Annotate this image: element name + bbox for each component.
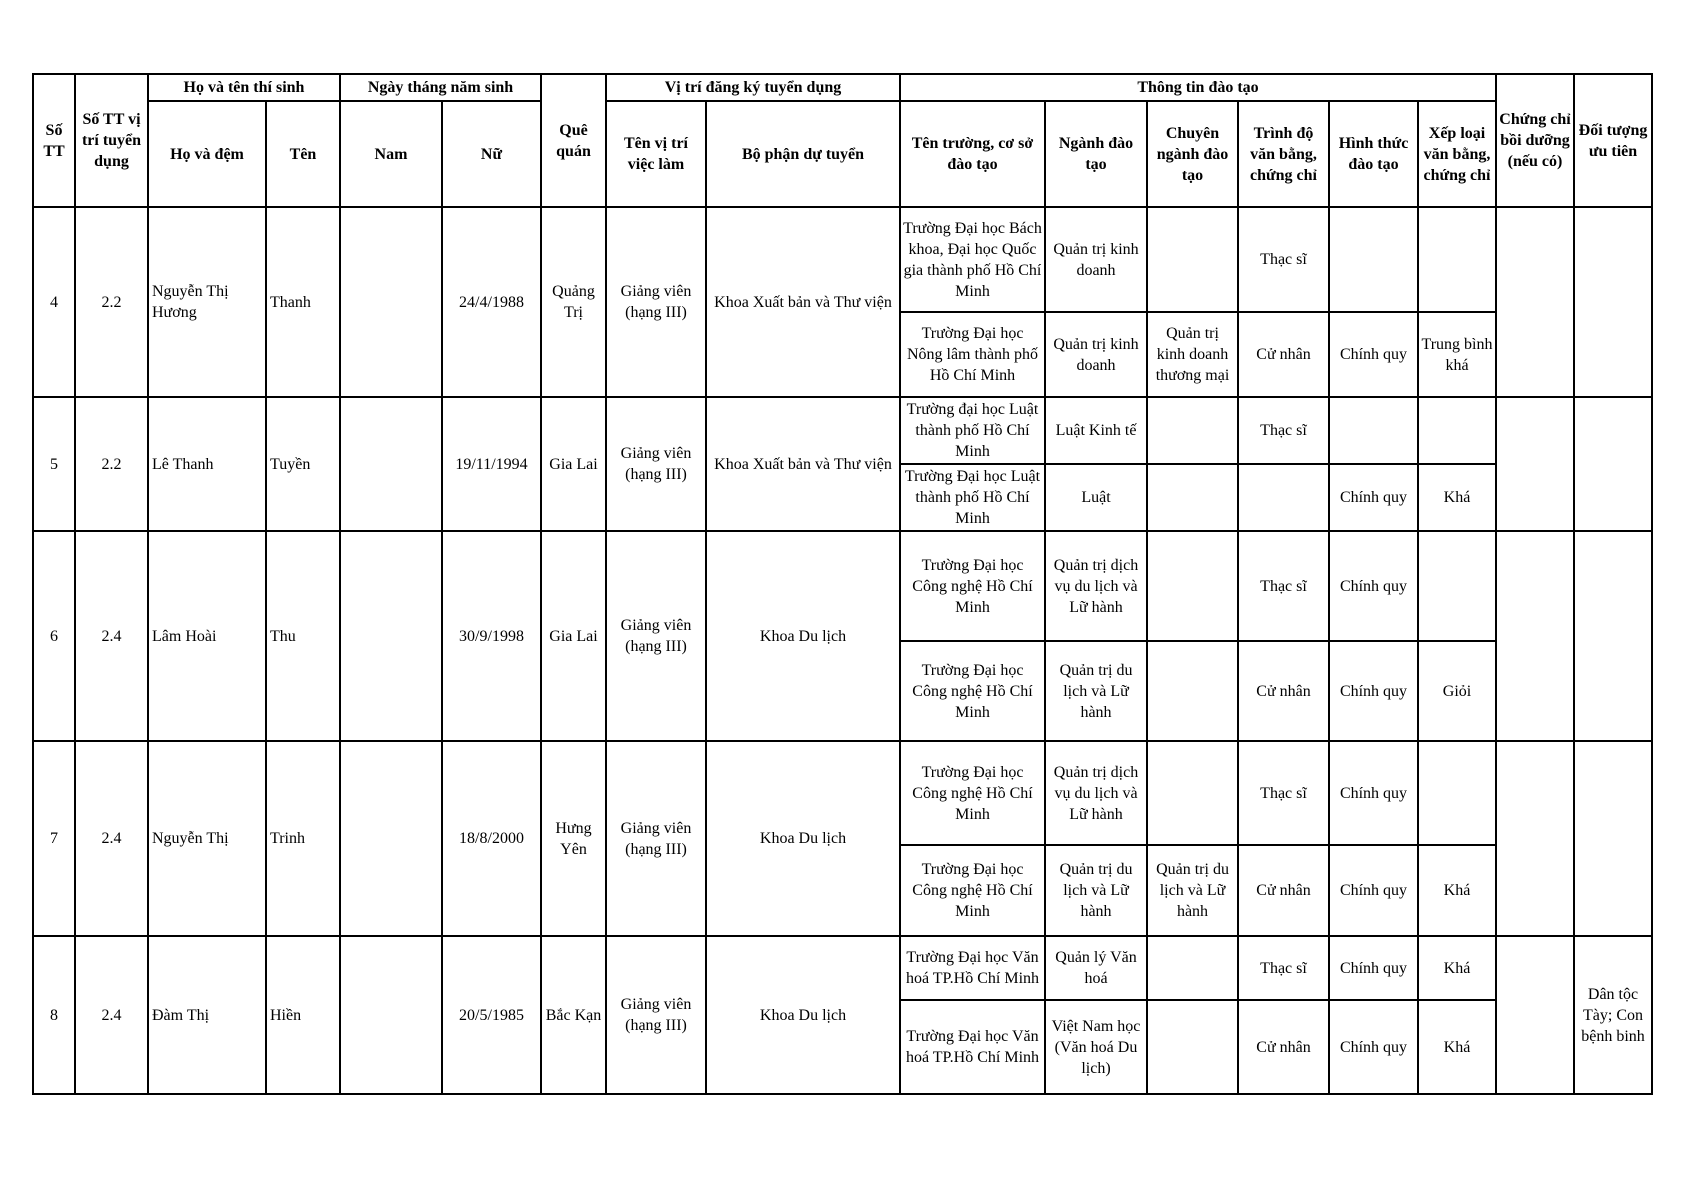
cell-bophan: Khoa Xuất bản và Thư viện xyxy=(706,397,900,531)
cell-nu: 18/8/2000 xyxy=(442,741,541,936)
cell-nganh: Quản lý Văn hoá xyxy=(1045,936,1147,1000)
cell-quequan: Bắc Kạn xyxy=(541,936,606,1094)
cell-stt: 7 xyxy=(33,741,75,936)
cell-tenvitri: Giảng viên (hạng III) xyxy=(606,741,706,936)
cell-doituong: Dân tộc Tày; Con bệnh binh xyxy=(1574,936,1652,1094)
cell-hinhthuc: Chính quy xyxy=(1329,531,1418,641)
header-nganh: Ngành đào tạo xyxy=(1045,101,1147,207)
header-stt: Số TT xyxy=(33,74,75,207)
cell-chuyennganh xyxy=(1147,464,1238,531)
table-row xyxy=(33,531,1652,641)
header-trinhdo: Trình độ văn bằng, chứng chỉ xyxy=(1238,101,1329,207)
cell-trinhdo: Thạc sĩ xyxy=(1238,207,1329,312)
header-bophan: Bộ phận dự tuyển xyxy=(706,101,900,207)
cell-nganh: Quản trị kinh doanh xyxy=(1045,312,1147,397)
cell-truong: Trường Đại học Văn hoá TP.Hồ Chí Minh xyxy=(900,1000,1045,1094)
header-hoten-group: Họ và tên thí sinh xyxy=(148,74,340,101)
cell-truong: Trường đại học Luật thành phố Hồ Chí Minh xyxy=(900,397,1045,464)
candidate-table xyxy=(32,73,1653,1095)
cell-doituong xyxy=(1574,741,1652,936)
header-chuyennganh: Chuyên ngành đào tạo xyxy=(1147,101,1238,207)
cell-tenvitri: Giảng viên (hạng III) xyxy=(606,936,706,1094)
cell-doituong xyxy=(1574,397,1652,531)
cell-xeploai xyxy=(1418,531,1496,641)
cell-trinhdo: Thạc sĩ xyxy=(1238,397,1329,464)
cell-xeploai xyxy=(1418,741,1496,845)
cell-hodem: Đàm Thị xyxy=(148,936,266,1094)
cell-chuyennganh: Quản trị kinh doanh thương mại xyxy=(1147,312,1238,397)
cell-truong: Trường Đại học Nông lâm thành phố Hồ Chí Minh xyxy=(900,312,1045,397)
cell-nganh: Quản trị kinh doanh xyxy=(1045,207,1147,312)
cell-hinhthuc: Chính quy xyxy=(1329,464,1418,531)
cell-nam xyxy=(340,207,442,397)
cell-chungchi xyxy=(1496,397,1574,531)
cell-chungchi xyxy=(1496,741,1574,936)
cell-chuyennganh: Quản trị du lịch và Lữ hành xyxy=(1147,845,1238,936)
cell-tenvitri: Giảng viên (hạng III) xyxy=(606,397,706,531)
cell-vitri: 2.2 xyxy=(75,397,148,531)
cell-vitri: 2.2 xyxy=(75,207,148,397)
cell-nam xyxy=(340,531,442,741)
cell-truong: Trường Đại học Bách khoa, Đại học Quốc gia thành phố Hồ Chí Minh xyxy=(900,207,1045,312)
cell-quequan: Quảng Trị xyxy=(541,207,606,397)
cell-stt: 5 xyxy=(33,397,75,531)
header-hodem: Họ và đệm xyxy=(148,101,266,207)
cell-stt: 4 xyxy=(33,207,75,397)
header-xeploai: Xếp loại văn bằng, chứng chỉ xyxy=(1418,101,1496,207)
cell-ten: Tuyền xyxy=(266,397,340,531)
cell-tenvitri: Giảng viên (hạng III) xyxy=(606,207,706,397)
cell-hodem: Nguyễn Thị xyxy=(148,741,266,936)
cell-truong: Trường Đại học Công nghệ Hồ Chí Minh xyxy=(900,741,1045,845)
cell-quequan: Hưng Yên xyxy=(541,741,606,936)
cell-bophan: Khoa Xuất bản và Thư viện xyxy=(706,207,900,397)
table-row xyxy=(33,936,1652,1000)
cell-nam xyxy=(340,741,442,936)
cell-chuyennganh xyxy=(1147,207,1238,312)
cell-nganh: Luật Kinh tế xyxy=(1045,397,1147,464)
cell-nganh: Quản trị dịch vụ du lịch và Lữ hành xyxy=(1045,741,1147,845)
cell-nganh: Việt Nam học (Văn hoá Du lịch) xyxy=(1045,1000,1147,1094)
cell-chuyennganh xyxy=(1147,641,1238,741)
cell-xeploai: Khá xyxy=(1418,845,1496,936)
cell-hinhthuc xyxy=(1329,207,1418,312)
cell-doituong xyxy=(1574,207,1652,397)
cell-xeploai: Giỏi xyxy=(1418,641,1496,741)
cell-chungchi xyxy=(1496,936,1574,1094)
cell-trinhdo: Cử nhân xyxy=(1238,641,1329,741)
cell-stt: 6 xyxy=(33,531,75,741)
cell-ten: Trinh xyxy=(266,741,340,936)
cell-vitri: 2.4 xyxy=(75,741,148,936)
cell-nu: 20/5/1985 xyxy=(442,936,541,1094)
cell-hodem: Lâm Hoài xyxy=(148,531,266,741)
cell-nganh: Quản trị du lịch và Lữ hành xyxy=(1045,641,1147,741)
header-daotao-group: Thông tin đào tạo xyxy=(900,74,1496,101)
cell-truong: Trường Đại học Công nghệ Hồ Chí Minh xyxy=(900,845,1045,936)
cell-tenvitri: Giảng viên (hạng III) xyxy=(606,531,706,741)
cell-nganh: Quản trị dịch vụ du lịch và Lữ hành xyxy=(1045,531,1147,641)
header-truong: Tên trường, cơ sở đào tạo xyxy=(900,101,1045,207)
cell-truong: Trường Đại học Công nghệ Hồ Chí Minh xyxy=(900,531,1045,641)
table-row xyxy=(33,397,1652,464)
table-row xyxy=(33,207,1652,312)
header-quequan: Quê quán xyxy=(541,74,606,207)
header-tenvitri: Tên vị trí việc làm xyxy=(606,101,706,207)
header-ngaysinh-group: Ngày tháng năm sinh xyxy=(340,74,541,101)
cell-hinhthuc: Chính quy xyxy=(1329,741,1418,845)
cell-doituong xyxy=(1574,531,1652,741)
cell-chuyennganh xyxy=(1147,531,1238,641)
cell-stt: 8 xyxy=(33,936,75,1094)
header-vitri-group: Vị trí đăng ký tuyển dụng xyxy=(606,74,900,101)
cell-trinhdo: Cử nhân xyxy=(1238,312,1329,397)
cell-vitri: 2.4 xyxy=(75,936,148,1094)
cell-truong: Trường Đại học Luật thành phố Hồ Chí Minh xyxy=(900,464,1045,531)
cell-quequan: Gia Lai xyxy=(541,531,606,741)
cell-hinhthuc: Chính quy xyxy=(1329,1000,1418,1094)
cell-hodem: Nguyễn Thị Hương xyxy=(148,207,266,397)
cell-nganh: Quản trị du lịch và Lữ hành xyxy=(1045,845,1147,936)
cell-trinhdo: Cử nhân xyxy=(1238,1000,1329,1094)
cell-trinhdo xyxy=(1238,464,1329,531)
cell-trinhdo: Cử nhân xyxy=(1238,845,1329,936)
cell-xeploai: Khá xyxy=(1418,1000,1496,1094)
cell-hinhthuc: Chính quy xyxy=(1329,312,1418,397)
cell-vitri: 2.4 xyxy=(75,531,148,741)
header-ten: Tên xyxy=(266,101,340,207)
cell-hinhthuc xyxy=(1329,397,1418,464)
header-nam: Nam xyxy=(340,101,442,207)
cell-chuyennganh xyxy=(1147,397,1238,464)
cell-bophan: Khoa Du lịch xyxy=(706,531,900,741)
cell-ten: Thu xyxy=(266,531,340,741)
header-hinhthuc: Hình thức đào tạo xyxy=(1329,101,1418,207)
header-chungchi: Chứng chỉ bồi dưỡng (nếu có) xyxy=(1496,74,1574,207)
cell-hodem: Lê Thanh xyxy=(148,397,266,531)
cell-xeploai xyxy=(1418,397,1496,464)
cell-nganh: Luật xyxy=(1045,464,1147,531)
cell-xeploai: Trung bình khá xyxy=(1418,312,1496,397)
cell-bophan: Khoa Du lịch xyxy=(706,741,900,936)
cell-ten: Hiền xyxy=(266,936,340,1094)
cell-trinhdo: Thạc sĩ xyxy=(1238,531,1329,641)
cell-xeploai: Khá xyxy=(1418,936,1496,1000)
cell-chuyennganh xyxy=(1147,1000,1238,1094)
cell-nam xyxy=(340,397,442,531)
cell-chungchi xyxy=(1496,531,1574,741)
cell-quequan: Gia Lai xyxy=(541,397,606,531)
header-nu: Nữ xyxy=(442,101,541,207)
cell-hinhthuc: Chính quy xyxy=(1329,845,1418,936)
cell-chuyennganh xyxy=(1147,936,1238,1000)
cell-chuyennganh xyxy=(1147,741,1238,845)
cell-hinhthuc: Chính quy xyxy=(1329,936,1418,1000)
cell-nam xyxy=(340,936,442,1094)
cell-nu: 24/4/1988 xyxy=(442,207,541,397)
cell-trinhdo: Thạc sĩ xyxy=(1238,741,1329,845)
header-stt-vitri: Số TT vị trí tuyển dụng xyxy=(75,74,148,207)
cell-trinhdo: Thạc sĩ xyxy=(1238,936,1329,1000)
cell-nu: 19/11/1994 xyxy=(442,397,541,531)
cell-truong: Trường Đại học Văn hoá TP.Hồ Chí Minh xyxy=(900,936,1045,1000)
header-doituong: Đối tượng ưu tiên xyxy=(1574,74,1652,207)
cell-xeploai: Khá xyxy=(1418,464,1496,531)
cell-bophan: Khoa Du lịch xyxy=(706,936,900,1094)
cell-truong: Trường Đại học Công nghệ Hồ Chí Minh xyxy=(900,641,1045,741)
table-row xyxy=(33,741,1652,845)
cell-ten: Thanh xyxy=(266,207,340,397)
cell-xeploai xyxy=(1418,207,1496,312)
cell-nu: 30/9/1998 xyxy=(442,531,541,741)
cell-chungchi xyxy=(1496,207,1574,397)
cell-hinhthuc: Chính quy xyxy=(1329,641,1418,741)
